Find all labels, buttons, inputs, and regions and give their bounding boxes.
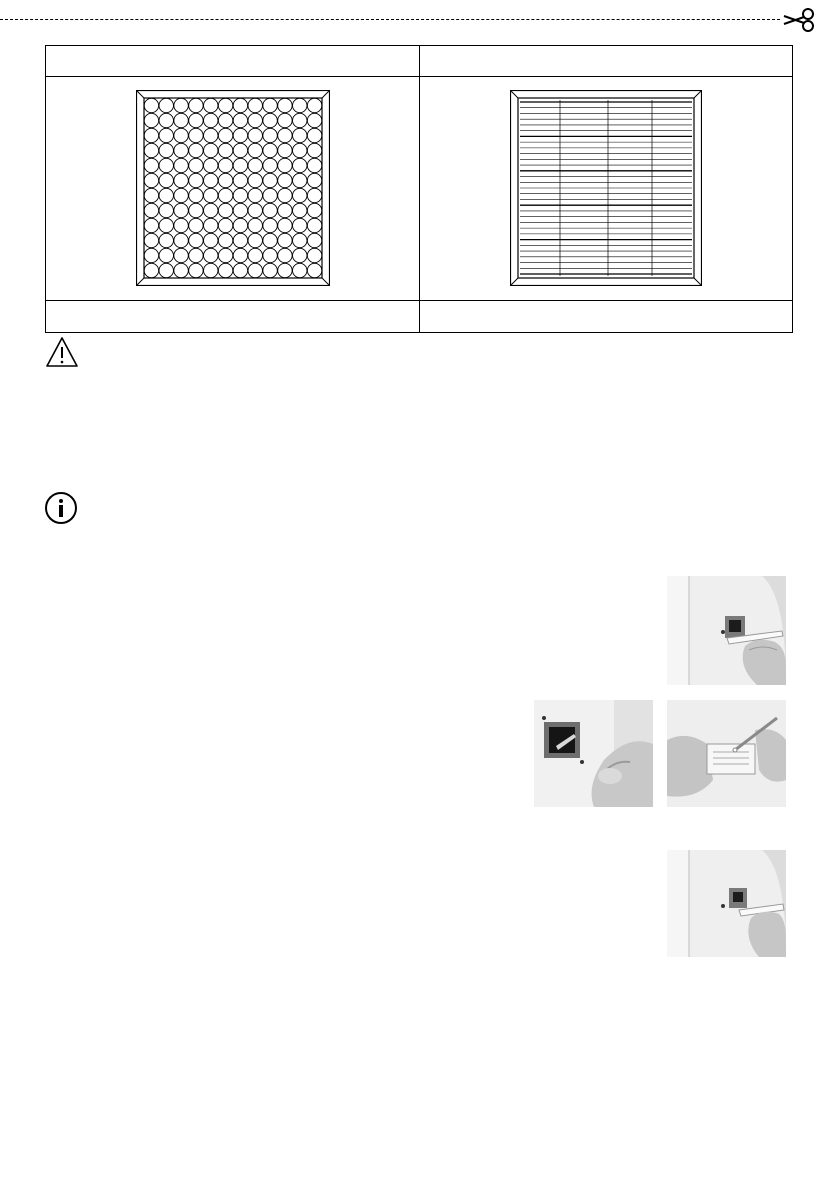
info-circle-icon: [44, 491, 78, 525]
cut-line: [0, 19, 780, 20]
cleaning-filter-photo: [667, 700, 786, 807]
remove-filter-cover-photo: [667, 576, 786, 685]
column-divider: [419, 46, 420, 332]
insert-filter-photo: [667, 850, 786, 957]
round-mesh-filter-icon: [136, 90, 330, 286]
scissors-icon: [782, 6, 818, 34]
grid-filter-icon: [510, 90, 702, 286]
warning-triangle-icon: [45, 336, 79, 368]
filter-slot-closeup-photo: [534, 700, 653, 807]
